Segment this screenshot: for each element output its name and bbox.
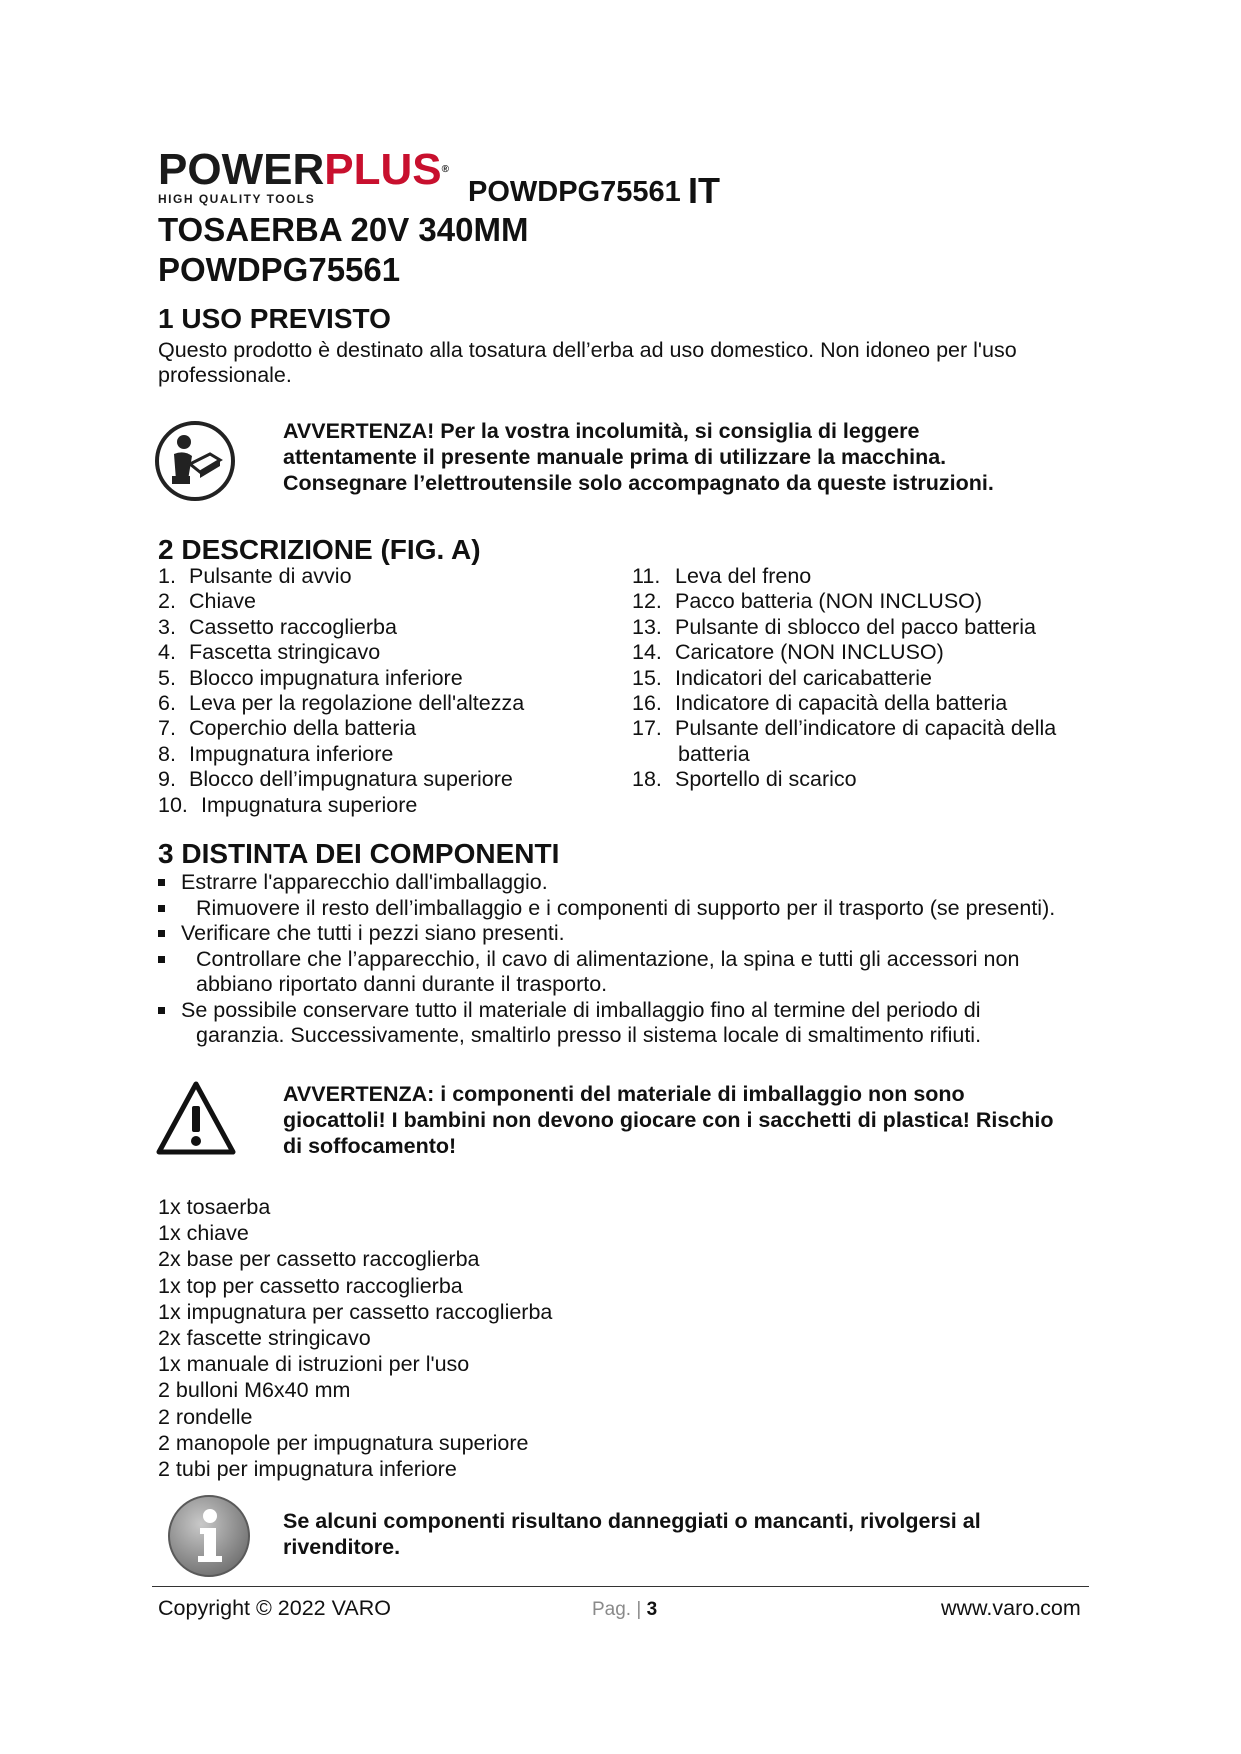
read-manual-icon (154, 420, 236, 502)
checklist-item (158, 921, 1098, 947)
info-text (283, 1508, 981, 1560)
warning-1-text (283, 418, 994, 496)
part-label: Coperchio della batteria (189, 716, 417, 741)
part-item (158, 615, 524, 640)
warning-2-line-2: giocattoli! I bambini non devono giocare con i sacchetti di plastica! Rischio (283, 1108, 1054, 1132)
package-item: 1x impugnatura per cassetto raccoglierba (158, 1299, 553, 1324)
checklist-item (158, 1023, 1098, 1049)
part-number: 14. (632, 640, 662, 665)
part-label: Pacco batteria (NON INCLUSO) (675, 589, 983, 614)
package-item: 1x top per cassetto raccoglierba (158, 1273, 463, 1298)
part-item (632, 615, 1056, 640)
part-item (158, 742, 524, 767)
part-item (632, 767, 1056, 792)
part-item (632, 716, 1056, 741)
info-line-1: Se alcuni componenti risultano danneggiati o mancanti, rivolgersi al (283, 1509, 981, 1533)
footer-page-label: Pag. | (592, 1599, 642, 1620)
part-label: Indicatore di capacità della batteria (675, 690, 1008, 715)
checklist-text: Controllare che l’apparecchio, il cavo di alimentazione, la spina e tutti gli accessori non (196, 946, 1020, 971)
bullet-square-icon (158, 956, 165, 963)
part-number: 5. (158, 665, 176, 690)
section-1-heading: 1 USO PREVISTO (158, 303, 391, 334)
warning-1-line-2: attentamente il presente manuale prima di utilizzare la macchina. (283, 445, 947, 469)
part-number: 3. (158, 614, 176, 639)
footer-divider (152, 1586, 1089, 1587)
part-number: 4. (158, 640, 176, 665)
logo-power: POWER (158, 145, 325, 194)
part-item (158, 666, 524, 691)
part-number: 9. (158, 767, 176, 792)
part-label: Blocco dell’impugnatura superiore (189, 767, 513, 792)
part-number: 17. (632, 716, 662, 741)
part-item (632, 742, 1056, 767)
part-label: Caricatore (NON INCLUSO) (675, 640, 944, 665)
part-number: 18. (632, 767, 662, 792)
warning-1-line-3: Consegnare l’elettroutensile solo accompagnato da queste istruzioni. (283, 471, 994, 495)
part-label: Impugnatura inferiore (189, 741, 394, 766)
package-item: 2x fascette stringicavo (158, 1326, 371, 1351)
checklist-item (158, 870, 1098, 896)
footer-website[interactable]: www.varo.com (941, 1596, 1081, 1620)
header-language: IT (688, 170, 720, 211)
header-model: POWDPG75561 (468, 176, 681, 208)
part-label: Sportello di scarico (675, 767, 857, 792)
part-label: Blocco impugnatura inferiore (189, 665, 463, 690)
part-item (158, 716, 524, 741)
section-1-text (158, 338, 1017, 388)
part-label: Pulsante di avvio (189, 564, 352, 588)
part-item (632, 589, 1056, 614)
package-item: 1x manuale di istruzioni per l'uso (158, 1352, 470, 1377)
part-number: 12. (632, 589, 662, 614)
part-label: Impugnatura superiore (201, 792, 418, 817)
part-item (632, 666, 1056, 691)
part-item (158, 564, 524, 589)
brand-logo (158, 145, 454, 206)
checklist-item (158, 972, 1098, 998)
part-label: Fascetta stringicavo (189, 640, 381, 665)
checklist-text: Estrarre l'apparecchio dall'imballaggio. (181, 870, 548, 894)
section-2-heading: 2 DESCRIZIONE (FIG. A) (158, 534, 481, 565)
part-label: Leva per la regolazione dell'altezza (189, 690, 525, 715)
part-number: 13. (632, 614, 662, 639)
parts-list-left (158, 564, 524, 818)
footer-page (592, 1599, 657, 1621)
bullet-square-icon (158, 930, 165, 937)
warning-triangle-icon (155, 1080, 237, 1156)
checklist-text: abbiano riportato danni durante il trasporto. (196, 972, 608, 996)
logo-reg: ® (441, 164, 449, 175)
logo-plus: PLUS (324, 145, 442, 194)
warning-2-text (283, 1081, 1054, 1159)
bullet-square-icon (158, 879, 165, 886)
package-item: 1x tosaerba (158, 1195, 271, 1219)
checklist-text: Rimuovere il resto dell’imballaggio e i componenti di supporto per il trasporto (se presenti). (196, 895, 1056, 920)
part-item (158, 640, 524, 665)
checklist-item (158, 947, 1098, 973)
package-item: 2 bulloni M6x40 mm (158, 1378, 351, 1403)
info-line-2: rivenditore. (283, 1535, 401, 1559)
bullet-square-icon (158, 1007, 165, 1014)
checklist-item (158, 998, 1098, 1024)
part-number: 7. (158, 716, 176, 741)
package-item: 2 manopole per impugnatura superiore (158, 1430, 529, 1455)
footer-page-number: 3 (646, 1599, 658, 1620)
warning-2-line-1: AVVERTENZA: i componenti del materiale di imballaggio non sono (283, 1082, 965, 1106)
part-number: 11. (632, 564, 661, 588)
page-title: TOSAERBA 20V 340MM (158, 211, 529, 248)
section-1-line-1: Questo prodotto è destinato alla tosatura dell’erba ad uso domestico. Non idoneo per l'uso (158, 338, 1017, 362)
logo-tagline: HIGH QUALITY TOOLS (158, 192, 316, 206)
checklist-text: Se possibile conservare tutto il materiale di imballaggio fino al termine del periodo di (181, 997, 981, 1022)
part-label: Pulsante di sblocco del pacco batteria (675, 614, 1036, 639)
part-label: Leva del freno (675, 564, 812, 588)
section-3-heading: 3 DISTINTA DEI COMPONENTI (158, 838, 560, 869)
part-item (158, 589, 524, 614)
part-label: Indicatori del caricabatterie (675, 665, 932, 690)
checklist-text: garanzia. Successivamente, smaltirlo presso il sistema locale di smaltimento rifiuti. (196, 1023, 982, 1047)
package-item: 2 rondelle (158, 1404, 253, 1429)
part-item (632, 564, 1056, 589)
part-item (632, 691, 1056, 716)
part-item (158, 691, 524, 716)
checklist-text: Verificare che tutti i pezzi siano presenti. (181, 921, 565, 945)
part-number: 6. (158, 690, 176, 715)
part-number: 10. (158, 792, 188, 817)
package-item: 1x chiave (158, 1221, 249, 1246)
checklist (158, 870, 1098, 1049)
page-subtitle: POWDPG75561 (158, 251, 401, 288)
part-label: batteria (678, 741, 750, 766)
part-label: Cassetto raccoglierba (189, 614, 397, 639)
part-number: 1. (158, 564, 176, 588)
package-item: 2x base per cassetto raccoglierba (158, 1247, 480, 1272)
part-item (158, 793, 524, 818)
warning-1-line-1: AVVERTENZA! Per la vostra incolumità, si consiglia di leggere (283, 419, 920, 443)
part-label: Pulsante dell’indicatore di capacità della (675, 716, 1057, 741)
part-number: 8. (158, 741, 176, 766)
warning-2-line-3: di soffocamento! (283, 1134, 457, 1158)
part-number: 16. (632, 690, 662, 715)
part-number: 15. (632, 665, 662, 690)
checklist-item (158, 896, 1098, 922)
part-label: Chiave (189, 589, 256, 614)
package-item: 2 tubi per impugnatura inferiore (158, 1457, 457, 1482)
parts-list-right (632, 564, 1056, 793)
part-number: 2. (158, 589, 176, 614)
section-1-line-2: professionale. (158, 363, 292, 387)
part-item (158, 767, 524, 792)
package-contents-list (158, 1194, 552, 1482)
bullet-square-icon (158, 905, 165, 912)
footer-copyright: Copyright © 2022 VARO (158, 1596, 391, 1620)
part-item (632, 640, 1056, 665)
info-icon (167, 1494, 251, 1578)
